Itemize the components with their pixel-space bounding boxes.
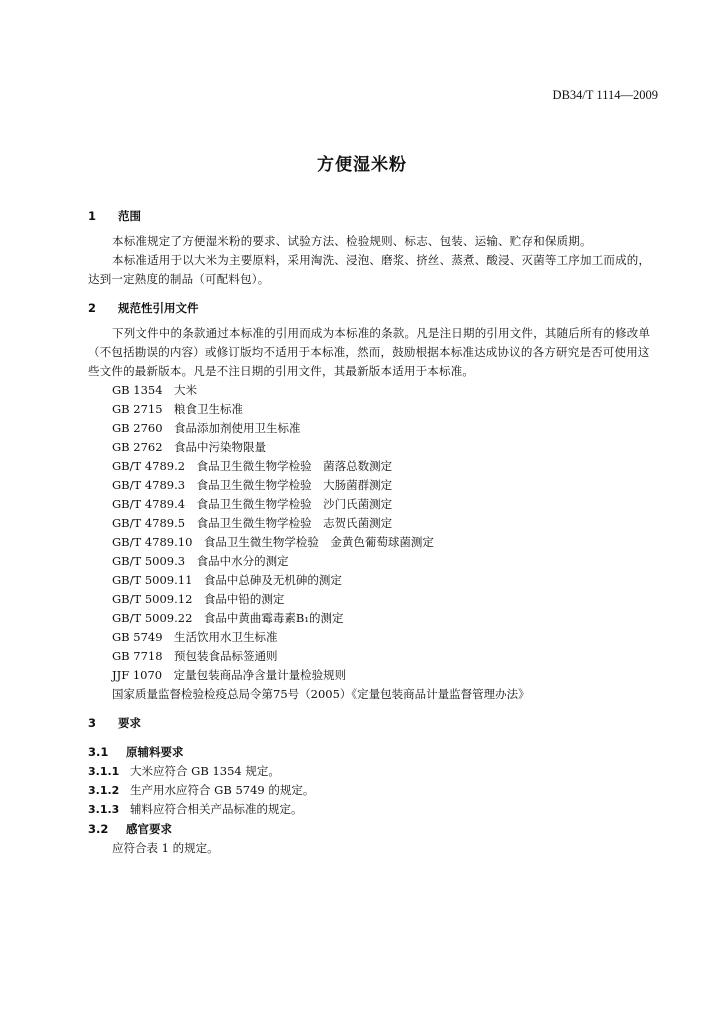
subsection-title: 感官要求 bbox=[126, 822, 172, 836]
clause-number: 3.1.1 bbox=[88, 765, 120, 778]
subsection-number: 3.1 bbox=[88, 745, 109, 759]
reference-list bbox=[88, 381, 658, 704]
clause-list bbox=[88, 762, 658, 819]
reference-item: GB 2760 食品添加剂使用卫生标准 bbox=[112, 421, 301, 435]
subsection-3-2-heading bbox=[88, 819, 658, 839]
subsection-3-1-heading bbox=[88, 742, 658, 762]
section-number: 1 bbox=[88, 209, 97, 223]
section-title: 规范性引用文件 bbox=[118, 301, 199, 315]
section-3-heading bbox=[88, 713, 658, 733]
clause-text: 生产用水应符合 GB 5749 的规定。 bbox=[130, 783, 315, 797]
reference-item: GB 7718 预包装食品标签通则 bbox=[112, 649, 278, 663]
reference-item: GB 5749 生活饮用水卫生标准 bbox=[112, 630, 278, 644]
section-2-heading bbox=[88, 298, 658, 318]
section-number: 3 bbox=[88, 716, 97, 730]
section-number: 2 bbox=[88, 301, 97, 315]
clause-item bbox=[88, 800, 658, 819]
clause-text: 大米应符合 GB 1354 规定。 bbox=[130, 764, 280, 778]
reference-item: GB 2762 食品中污染物限量 bbox=[112, 440, 267, 454]
clause-number: 3.1.3 bbox=[88, 803, 120, 816]
paragraph: 应符合表 1 的规定。 bbox=[112, 841, 219, 855]
reference-item: GB/T 4789.3 食品卫生微生物学检验 大肠菌群测定 bbox=[112, 478, 393, 492]
reference-item: GB/T 4789.10 食品卫生微生物学检验 金黄色葡萄球菌测定 bbox=[112, 535, 434, 549]
subsection-number: 3.2 bbox=[88, 822, 109, 836]
reference-item: GB/T 5009.3 食品中水分的测定 bbox=[112, 554, 289, 568]
clause-number: 3.1.2 bbox=[88, 784, 120, 797]
clause-item bbox=[88, 762, 658, 781]
reference-item: JJF 1070 定量包装商品净含量计量检验规则 bbox=[112, 668, 347, 682]
reference-item: GB 1354 大米 bbox=[112, 383, 198, 397]
reference-item: GB 2715 粮食卫生标准 bbox=[112, 402, 244, 416]
reference-item: GB/T 4789.2 食品卫生微生物学检验 菌落总数测定 bbox=[112, 459, 393, 473]
reference-item: GB/T 5009.11 食品中总砷及无机砷的测定 bbox=[112, 573, 342, 587]
reference-item: GB/T 4789.5 食品卫生微生物学检验 志贺氏菌测定 bbox=[112, 516, 393, 530]
clause-text: 辅料应符合相关产品标准的规定。 bbox=[130, 802, 303, 816]
reference-item: 国家质量监督检验检疫总局令第75号（2005）《定量包装商品计量监督管理办法》 bbox=[112, 687, 530, 701]
paragraph: 本标准规定了方便湿米粉的要求、试验方法、检验规则、标志、包装、运输、贮存和保质期。 bbox=[112, 234, 592, 248]
paragraph: 本标准适用于以大米为主要原料，采用淘洗、浸泡、磨浆、挤丝、蒸煮、酸浸、灭菌等工序加工而成的，达到一定熟度的制品（可配料包）。 bbox=[88, 253, 651, 286]
reference-item: GB/T 5009.12 食品中铅的测定 bbox=[112, 592, 285, 606]
section-title: 范围 bbox=[118, 209, 141, 223]
clause-item bbox=[88, 781, 658, 800]
subsection-title: 原辅料要求 bbox=[126, 745, 184, 759]
reference-item: GB/T 4789.4 食品卫生微生物学检验 沙门氏菌测定 bbox=[112, 497, 393, 511]
document-title: 方便湿米粉 bbox=[317, 155, 407, 175]
standard-code: DB34/T 1114—2009 bbox=[552, 88, 658, 102]
section-title: 要求 bbox=[118, 716, 141, 730]
reference-item: GB/T 5009.22 食品中黄曲霉毒素B₁的测定 bbox=[112, 611, 344, 625]
document-body bbox=[88, 206, 658, 858]
paragraph: 下列文件中的条款通过本标准的引用而成为本标准的条款。凡是注日期的引用文件，其随后所有的修改单（不包括勘误的内容）或修订版均不适用于本标准，然而，鼓励根据本标准达成协议的各方研究是否可使用这些文件的最新版本。凡是不注日期的引用文件，其最新版本适用于本标准。 bbox=[88, 326, 651, 378]
section-1-heading bbox=[88, 206, 658, 226]
